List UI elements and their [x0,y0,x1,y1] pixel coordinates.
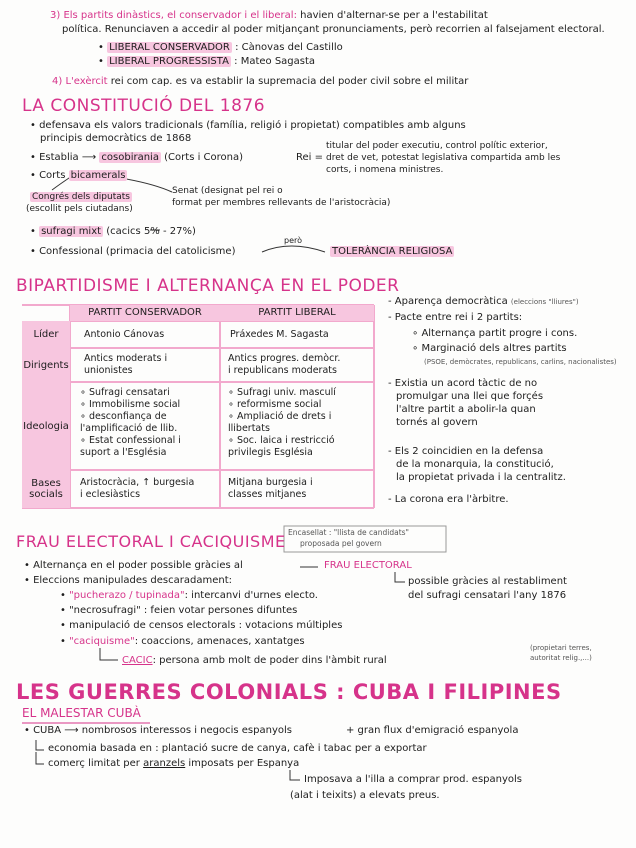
item3-title: 3) Els partits dinàstics, el conservador i el liberal: [50,10,297,21]
senat2: format per membres rellevants de l'aristocràcia) [172,198,391,208]
const-b2: • Establia ⟶ cosobirania (Corts i Corona) [30,152,244,163]
liberal-progressista-leader: : Mateo Sagasta [234,56,316,67]
cuba-c1: • CUBA ⟶ nombrosos interessos i negocis espanyols [24,725,292,736]
bip-r3-2: promulgar una llei que forçés [396,391,544,402]
frau-box2: proposada pel govern [300,539,382,548]
cuba-c5: (alat i teixits) a elevats preus. [290,790,440,801]
pero: però [284,236,303,245]
row-label-ideologia: Ideologia [22,382,70,470]
table-cell: ∘ Sufragi censatari ∘ Immobilisme social ∘ desconfiança de l'amplificació de llib. ∘ Estat confessional i suport a l'Església [80,387,181,458]
frau-s1: • "pucherazo / tupinada": intercanvi d'urnes electo. [60,590,318,601]
bip-r4-3: la propietat privada i la centralitz. [396,472,566,483]
rei-label: Rei = [296,152,323,163]
frau-title: FRAU ELECTORAL I CACIQUISME [16,532,286,551]
bip-r4-1: - Els 2 coincidien en la defensa [388,446,544,457]
frau-box1: Encasellat : "llista de candidats" [288,528,409,537]
cosobirania: cosobirania [101,152,159,163]
corts-line: • Corts bicamerals [30,170,126,181]
frau-l2-right: possible gràcies al restabliment [408,576,567,587]
col-conservador: PARTIT CONSERVADOR [70,305,220,321]
liberal-progressista: LIBERAL PROGRESSISTA [109,56,229,67]
confessional: • Confessional (primacia del catolicisme) [30,246,236,257]
bicamerals: bicamerals [70,170,126,181]
constitucio-title: LA CONSTITUCIÓ DEL 1876 [22,96,266,116]
frau-s2: • "necrosufragi" : feien votar persones difuntes [60,605,298,616]
bip-r1: - Aparença democràtica (eleccions "lliures") [388,296,579,307]
frau-s3: • manipulació de censos electorals : votacions múltiples [60,620,343,631]
sufragi-line: • sufragi mixt (cacics 5% - 27%) [30,226,196,237]
item4-label: 4) L'exèrcit [52,76,108,87]
bip-r2: - Pacte entre rei i 2 partits: [388,312,523,323]
row-label-bases: Bases socials [22,470,70,508]
table-cell: Antonio Cánovas [84,329,165,340]
congres2: (escollit pels ciutadans) [26,204,133,214]
col-liberal: PARTIT LIBERAL [220,305,374,321]
frau-l1: • Alternança en el poder possible gràcies al [24,560,243,571]
bipartidisme-title: BIPARTIDISME I ALTERNANÇA EN EL PODER [16,276,400,296]
rei-text3: corts, i nomena ministres. [326,165,444,175]
congres1: Congrés dels diputats [32,192,130,202]
bip-r2a: ∘ Alternança partit progre i cons. [412,328,578,339]
tolerancia: TOLERÀNCIA RELIGIOSA [332,246,453,257]
cacic-small2: autoritat relig.,...) [530,654,592,662]
item4-text: rei com cap. es va establir la supremacia del poder civil sobre el militar [110,76,469,87]
row-label-dirigents: Dirigents [22,348,70,382]
const-b1b: principis democràtics de 1868 [40,133,192,144]
item3-text: havien d'alternar-se per a l'estabilitat [300,10,488,21]
item4-line [52,76,468,87]
table-cell: Práxedes M. Sagasta [230,329,329,340]
rei-text1: titular del poder executiu, control polític exterior, [326,141,548,151]
table-cell: Mitjana burgesia i classes mitjanes [228,477,313,500]
bip-r3-3: l'altre partit a abolir-la quan [396,404,536,415]
guerres-subtitle: EL MALESTAR CUBÀ [22,706,141,720]
bip-r4-2: de la monarquia, la constitució, [396,459,554,470]
liberal-progressista-line: • LIBERAL PROGRESSISTA : Mateo Sagasta [98,56,316,67]
senat1: Senat (designat pel rei o [172,186,283,196]
table-cell: ∘ Sufragi univ. masculí ∘ reformisme social ∘ Ampliació de drets i llibertats ∘ Soc. laica i restricció privilegis Església [228,387,336,458]
cuba-c2: economia basada en : plantació sucre de canya, cafè i tabac per a exportar [48,743,427,754]
bip-r3-1: - Existia un acord tàctic de no [388,378,538,389]
bip-r3-4: tornés al govern [396,417,478,428]
frau-cacic: CACIC: persona amb molt de poder dins l'àmbit rural [122,655,387,666]
liberal-conservador: LIBERAL CONSERVADOR [109,42,230,53]
liberal-conservador-leader: : Cànovas del Castillo [235,42,343,53]
liberal-conservador-line: • LIBERAL CONSERVADOR : Cànovas del Castillo [98,42,343,53]
const-b1: • defensava els valors tradicionals (família, religió i propietat) compatibles amb alguns [30,120,466,131]
cuba-c1b: + gran flux d'emigració espanyola [346,725,519,736]
frau-electoral: FRAU ELECTORAL [324,560,412,571]
cuba-c3: comerç limitat per aranzels imposats per Espanya [48,758,300,769]
parties-table [22,305,374,508]
rei-text2: dret de vet, potestat legislativa compartida amb les [326,153,561,163]
table-cell: Antics progres. demòcr. i republicans moderats [228,353,341,376]
frau-s4: • "caciquisme": coaccions, amenaces, xantatges [60,636,305,647]
frau-l2: • Eleccions manipulades descaradament: [24,575,232,586]
table-cell: Aristocràcia, ↑ burgesia i eclesiàstics [80,477,195,500]
bip-r2b: ∘ Marginació dels altres partits [412,343,567,354]
bip-r2b-small: (PSOE, demòcrates, republicans, carlins, nacionalistes) [424,358,617,366]
table-cell: Antics moderats i unionistes [84,353,168,376]
cuba-c4: Imposava a l'illa a comprar prod. espanyols [304,774,522,785]
row-label-lider: Líder [22,321,70,348]
item3-line [50,10,488,21]
item3-text2: política. Renunciaven a accedir al poder mitjançant pronunciaments, però recorrien al falsejament electoral. [62,24,605,35]
frau-l2-right2: del sufragi censatari l'any 1876 [408,590,567,601]
cacic-small1: (propietari terres, [530,644,592,652]
guerres-title: LES GUERRES COLONIALS : CUBA I FILIPINES [16,680,562,704]
bip-r5: - La corona era l'àrbitre. [388,494,509,505]
